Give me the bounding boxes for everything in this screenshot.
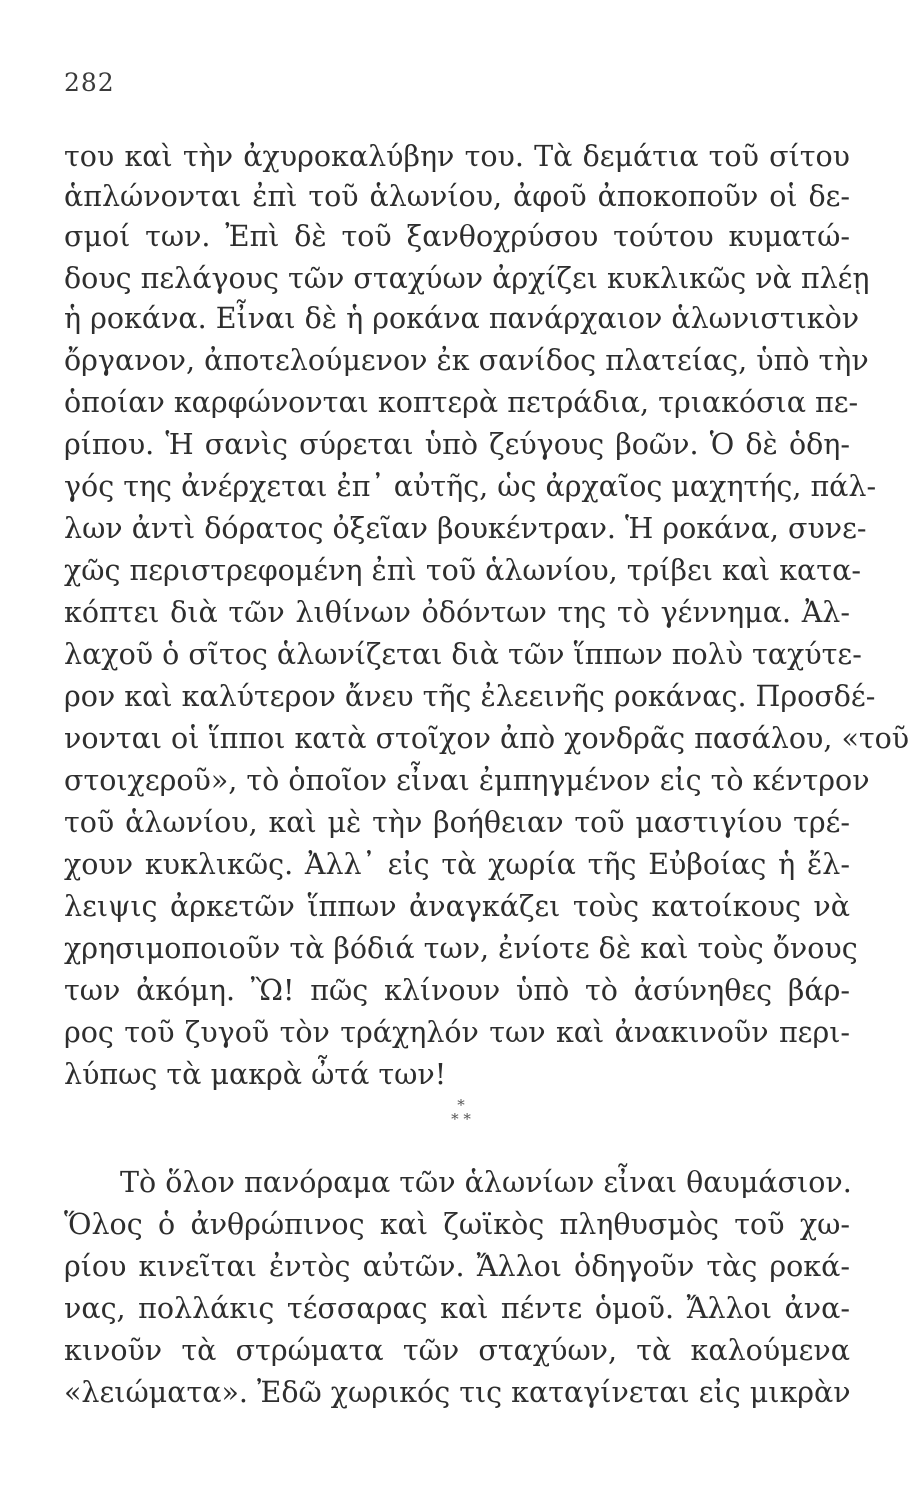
text-line: λύπως τὰ μακρὰ ὦτά των! (64, 1058, 447, 1091)
separator-star-top: * (457, 1096, 465, 1114)
text-line: του καὶ τὴν ἀχυροκαλύβην του. Τὰ δεμάτια τοῦ σίτου (64, 140, 850, 173)
text-line: λαχοῦ ὁ σῖτος ἁλωνίζεται διὰ τῶν ἵππων πολὺ ταχύτε- (64, 638, 862, 671)
text-line: ὄργανον, ἀποτελούμενον ἐκ σανίδος πλατείας, ὑπὸ τὴν (64, 344, 869, 377)
text-line: ρος τοῦ ζυγοῦ τὸν τράχηλόν των καὶ ἀνακινοῦν περι- (64, 1016, 850, 1049)
text-line: σμοί των. Ἐπὶ δὲ τοῦ ξανθοχρύσου τούτου κυματώ- (64, 220, 850, 253)
text-line: γός της ἀνέρχεται ἐπ᾽ αὐτῆς, ὡς ἀρχαῖος μαχητής, πάλ- (64, 470, 877, 503)
text-line: χουν κυκλικῶς. Ἀλλ᾽ εἰς τὰ χωρία τῆς Εὐβοίας ἡ ἔλ- (64, 848, 850, 881)
text-line: «λειώματα». Ἐδῶ χωρικός τις καταγίνεται εἰς μικρὰν (64, 1376, 851, 1409)
text-line: ρον καὶ καλύτερον ἄνευ τῆς ἐλεεινῆς ροκάνας. Προσδέ- (64, 680, 876, 713)
text-line: τοῦ ἁλωνίου, καὶ μὲ τὴν βοήθειαν τοῦ μαστιγίου τρέ- (64, 806, 850, 839)
text-line: ρίου κινεῖται ἐντὸς αὐτῶν. Ἄλλοι ὁδηγοῦν τὰς ροκά- (64, 1250, 850, 1283)
text-line: ἁπλώνονται ἐπὶ τοῦ ἁλωνίου, ἀφοῦ ἀποκοποῦν οἱ δε- (64, 180, 850, 213)
text-line: ρίπου. Ἡ σανὶς σύρεται ὑπὸ ζεύγους βοῶν. Ὁ δὲ ὁδη- (64, 428, 850, 461)
text-line: των ἀκόμη. Ὢ! πῶς κλίνουν ὑπὸ τὸ ἀσύνηθες βάρ- (64, 974, 850, 1007)
text-line: λειψις ἀρκετῶν ἵππων ἀναγκάζει τοὺς κατοίκους νὰ (64, 890, 850, 923)
text-line: νας, πολλάκις τέσσαρας καὶ πέντε ὁμοῦ. Ἄλλοι ἀνα- (64, 1292, 850, 1325)
text-line: χρησιμοποιοῦν τὰ βόδιά των, ἐνίοτε δὲ καὶ τοὺς ὄνους (64, 932, 858, 965)
text-line: στοιχεροῦ», τὸ ὁποῖον εἶναι ἐμπηγμένον εἰς τὸ κέντρον (64, 764, 870, 797)
text-line: Ὅλος ὁ ἀνθρώπινος καὶ ζωϊκὸς πληθυσμὸς τοῦ χω- (64, 1208, 850, 1241)
text-line: λων ἀντὶ δόρατος ὀξεῖαν βουκέντραν. Ἡ ροκάνα, συνε- (64, 512, 867, 545)
section-separator (436, 1098, 486, 1126)
text-line: νονται οἱ ἵπποι κατὰ στοῖχον ἀπὸ χονδρᾶς πασάλου, «τοῦ (64, 722, 910, 755)
text-line: κινοῦν τὰ στρώματα τῶν σταχύων, τὰ καλούμενα (64, 1334, 850, 1367)
text-line: ὁποίαν καρφώνονται κοπτερὰ πετράδια, τριακόσια πε- (64, 386, 859, 419)
text-line: κόπτει διὰ τῶν λιθίνων ὀδόντων της τὸ γέννημα. Ἀλ- (64, 596, 850, 629)
text-line: χῶς περιστρεφομένη ἐπὶ τοῦ ἁλωνίου, τρίβει καὶ κατα- (64, 554, 861, 587)
text-line: ἡ ροκάνα. Εἶναι δὲ ἡ ροκάνα πανάρχαιον ἁλωνιστικὸν (64, 302, 860, 335)
page-number: 282 (64, 68, 115, 97)
text-line: Τὸ ὅλον πανόραμα τῶν ἁλωνίων εἶναι θαυμάσιον. (120, 1166, 852, 1199)
separator-stars-bottom: * * (451, 1110, 471, 1128)
text-line: δους πελάγους τῶν σταχύων ἀρχίζει κυκλικῶς νὰ πλέῃ (64, 262, 870, 295)
